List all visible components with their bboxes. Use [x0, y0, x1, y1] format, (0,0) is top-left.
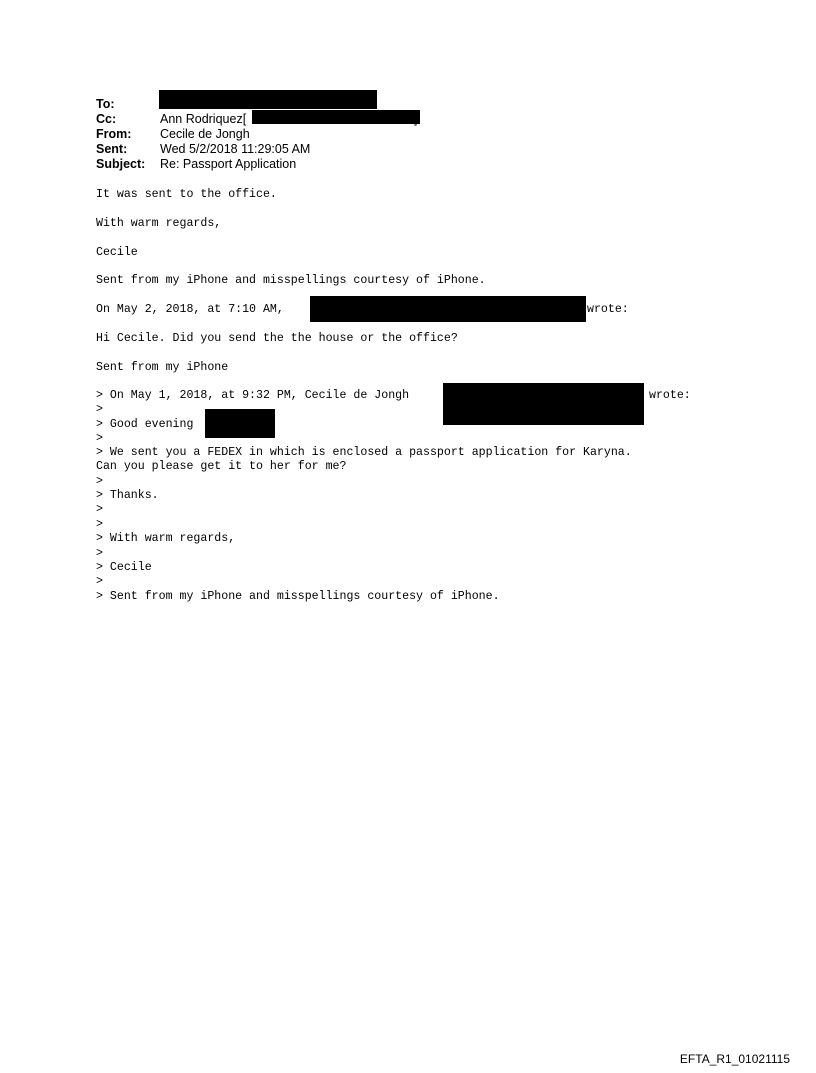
quote2-wrote: wrote: [649, 389, 691, 402]
quote2-greeting: > Good evening [96, 418, 194, 431]
sent-label: Sent: [96, 142, 128, 156]
redaction-quote2-sender [443, 383, 644, 425]
quote2-line: > We sent you a FEDEX in which is enclosed a passport application for Karyna. [96, 446, 632, 459]
redaction-to [159, 90, 377, 109]
document-id: EFTA_R1_01021115 [679, 1052, 790, 1066]
redaction-greeting-name [205, 409, 275, 438]
quote2-line: > Sent from my iPhone and misspellings courtesy of iPhone. [96, 590, 500, 603]
quote2-line: > [96, 547, 103, 560]
from-label: From: [96, 127, 132, 141]
reply-line: Sent from my iPhone and misspellings courtesy of iPhone. [96, 274, 486, 287]
quote2-line: > [96, 518, 103, 531]
sent-value: Wed 5/2/2018 11:29:05 AM [160, 142, 311, 156]
quote1-signature: Sent from my iPhone [96, 361, 229, 374]
subject-value: Re: Passport Application [160, 157, 297, 171]
redaction-quote1-sender [310, 296, 586, 322]
quote1-wrote: wrote: [587, 303, 629, 316]
quote2-line: > Cecile [96, 561, 152, 574]
quote2-line: > [96, 403, 103, 416]
reply-line: It was sent to the office. [96, 188, 277, 201]
subject-label: Subject: [96, 157, 146, 171]
quote2-line: > [96, 575, 103, 588]
cc-value: Ann Rodriquez[ [160, 112, 247, 126]
redaction-cc [252, 110, 420, 124]
quote2-line: Can you please get it to her for me? [96, 460, 347, 473]
quote1-intro: On May 2, 2018, at 7:10 AM, [96, 303, 284, 316]
reply-line: With warm regards, [96, 217, 222, 230]
quote2-line: > Thanks. [96, 489, 159, 502]
quote2-intro: > On May 1, 2018, at 9:32 PM, Cecile de Jongh [96, 389, 410, 402]
quote2-line: > [96, 475, 103, 488]
quote2-line: > [96, 503, 103, 516]
quote1-text: Hi Cecile. Did you send the the house or the office? [96, 332, 458, 345]
to-label: To: [96, 97, 115, 111]
quote2-line: > With warm regards, [96, 532, 236, 545]
quote2-line: > [96, 432, 103, 445]
reply-line: Cecile [96, 246, 138, 259]
from-value: Cecile de Jongh [160, 127, 250, 141]
cc-label: Cc: [96, 112, 117, 126]
